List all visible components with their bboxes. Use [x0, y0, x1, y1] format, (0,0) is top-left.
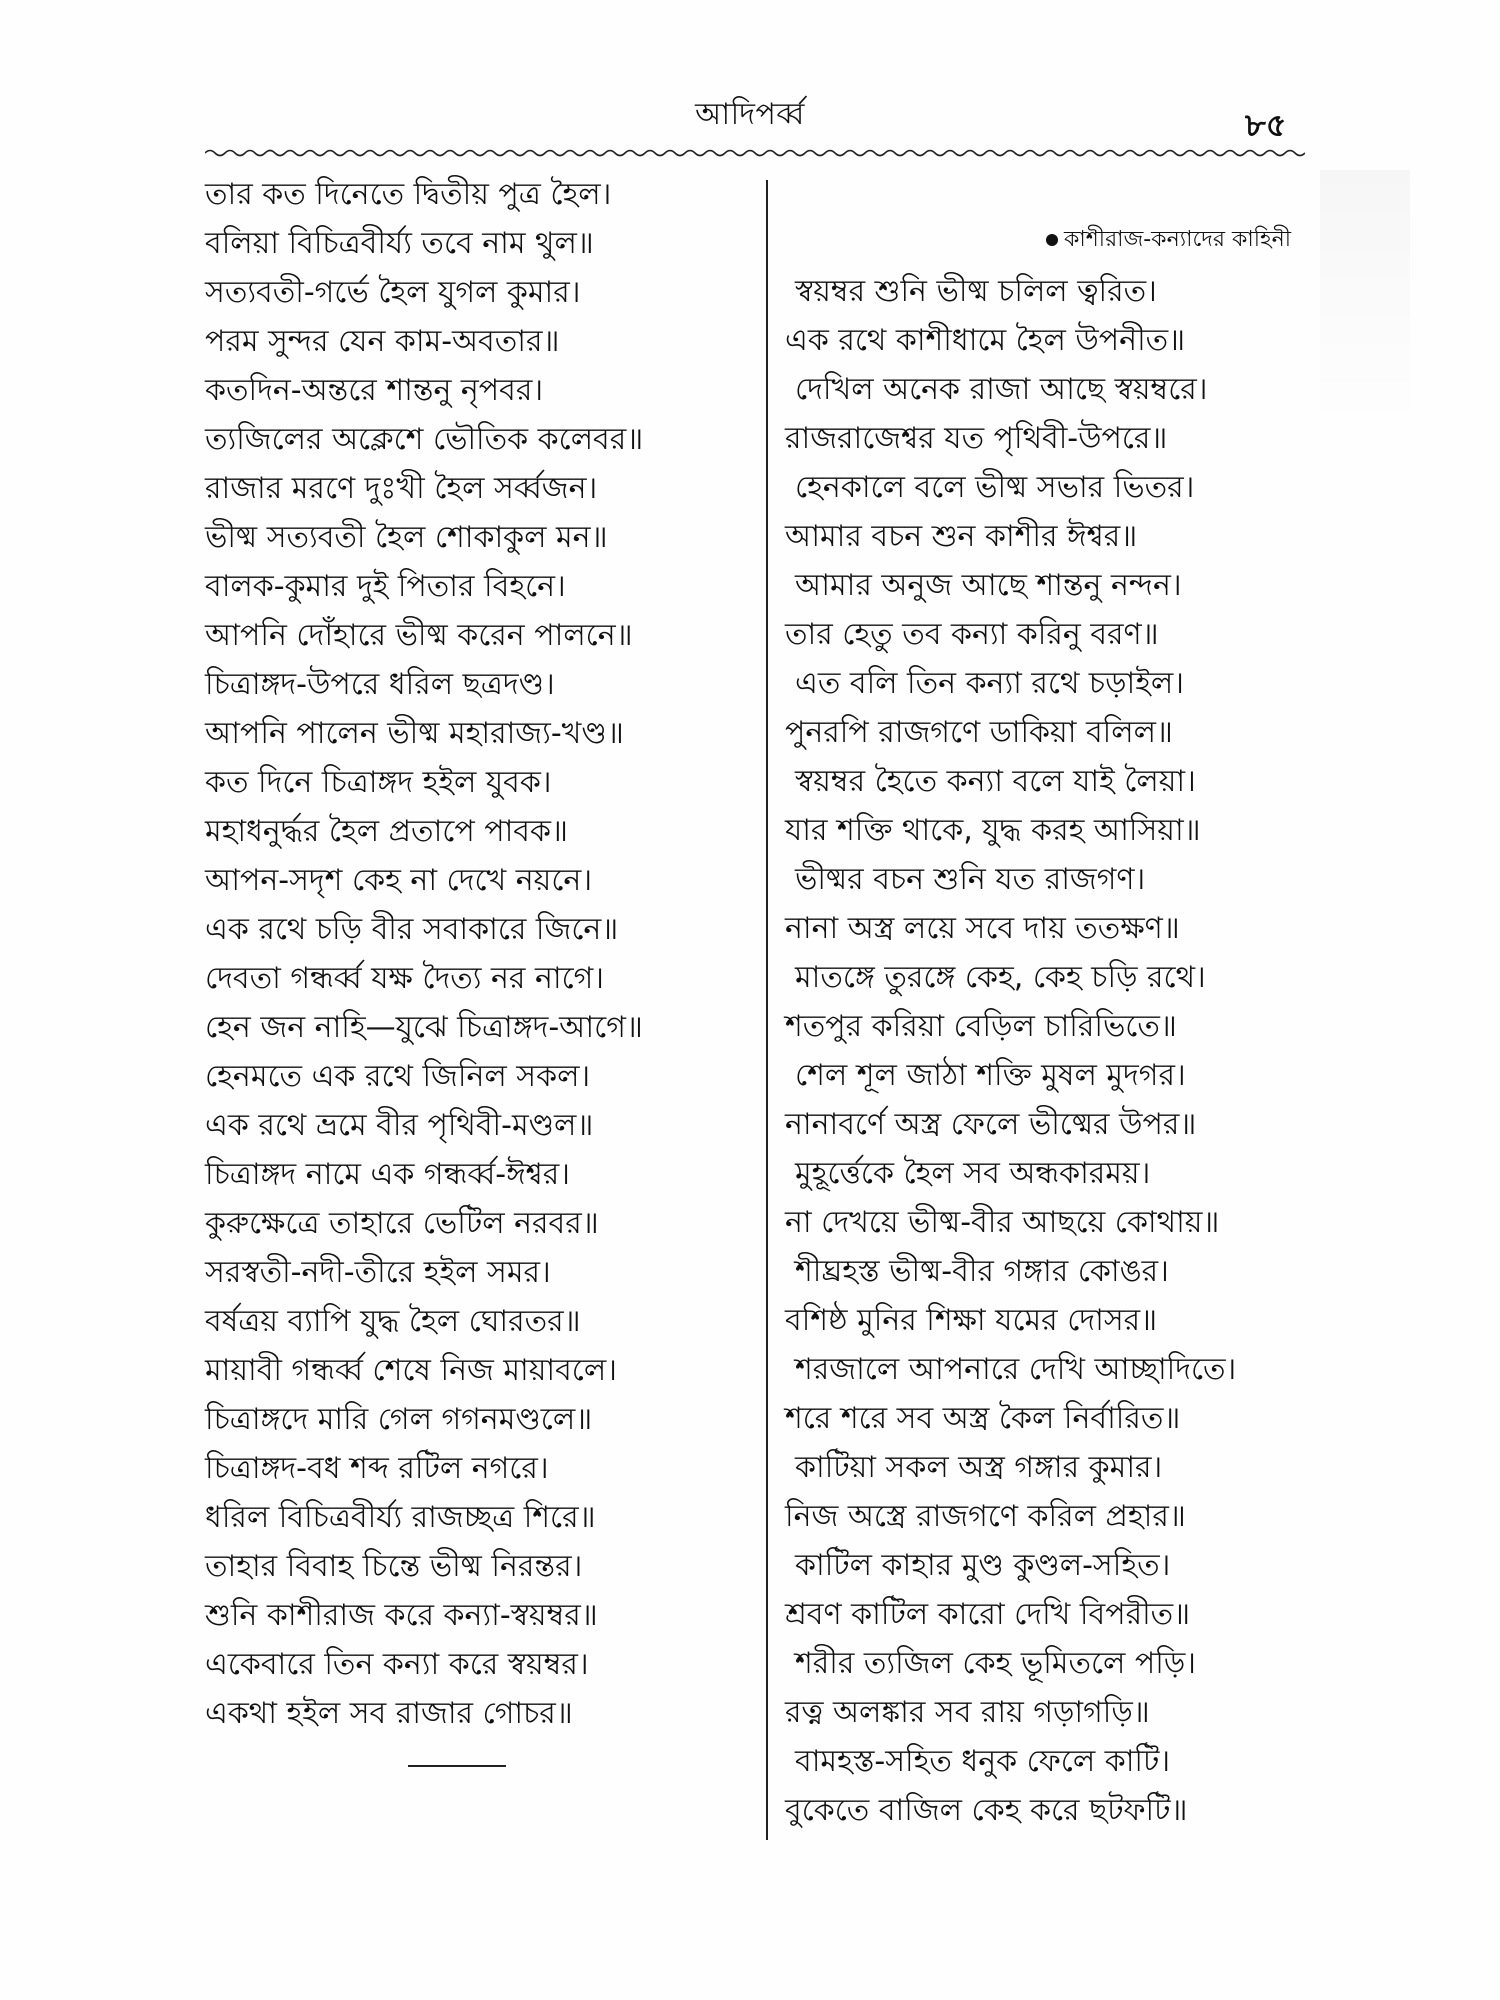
verse-line: বশিষ্ঠ মুনির শিক্ষা যমের দোসর॥	[785, 1303, 1158, 1338]
verse-line: দেখিল অনেক রাজা আছে স্বয়ম্বরে।	[795, 372, 1208, 407]
section-heading-text: কাশীরাজ-কন্যাদের কাহিনী	[1064, 227, 1292, 252]
verse-line: পরম সুন্দর যেন কাম-অবতার॥	[205, 324, 560, 359]
verse-line: আমার অনুজ আছে শান্তনু নন্দন।	[795, 568, 1182, 603]
verse-line: পুনরপি রাজগণে ডাকিয়া বলিল॥	[785, 715, 1173, 750]
verse-line: স্বয়ম্বর শুনি ভীষ্ম চলিল ত্বরিত।	[795, 274, 1157, 309]
verse-line: তার কত দিনেতে দ্বিতীয় পুত্র হৈল।	[205, 177, 612, 212]
page-number: ৮৫	[1245, 106, 1287, 144]
verse-line: স্বয়ম্বর হৈতে কন্যা বলে যাই লৈয়া।	[795, 764, 1196, 799]
verse-line: হেনমতে এক রথে জিনিল সকল।	[205, 1059, 591, 1094]
verse-line: নানা অস্ত্র লয়ে সবে দায় ততক্ষণ॥	[785, 911, 1180, 946]
section-heading	[1046, 222, 1291, 259]
verse-line: কতদিন-অন্তরে শান্তনু নৃপবর।	[205, 373, 544, 408]
verse-line: আপনি পালেন ভীষ্ম মহারাজ্য-খণ্ড॥	[205, 716, 624, 751]
header-wavy-rule	[205, 148, 1305, 158]
bullet-icon	[1046, 234, 1058, 246]
verse-line: হেনকালে বলে ভীষ্ম সভার ভিতর।	[795, 470, 1195, 505]
verse-line: একেবারে তিন কন্যা করে স্বয়ম্বর।	[205, 1647, 589, 1682]
verse-line: শরীর ত্যজিল কেহ ভূমিতলে পড়ি।	[795, 1646, 1196, 1681]
verse-line: ভীষ্মর বচন শুনি যত রাজগণ।	[795, 862, 1146, 897]
verse-line: নিজ অস্ত্রে রাজগণে করিল প্রহার॥	[785, 1499, 1186, 1534]
verse-line: আমার বচন শুন কাশীর ঈশ্বর॥	[785, 519, 1138, 554]
verse-line: শীঘ্রহস্ত ভীষ্ম-বীর গঙ্গার কোঙর।	[795, 1254, 1169, 1289]
verse-line: শতপুর করিয়া বেড়িল চারিভিতে॥	[785, 1009, 1177, 1044]
verse-line: কত দিনে চিত্রাঙ্গদ হইল যুবক।	[205, 765, 552, 800]
verse-line: রাজরাজেশ্বর যত পৃথিবী-উপরে॥	[785, 421, 1168, 456]
verse-line: চিত্রাঙ্গদ-উপরে ধরিল ছত্রদণ্ড।	[205, 667, 555, 702]
verse-line: বুকেতে বাজিল কেহ করে ছটফটি॥	[785, 1793, 1188, 1828]
column-divider	[766, 180, 768, 1840]
verse-line: ভীষ্ম সত্যবতী হৈল শোকাকুল মন॥	[205, 520, 608, 555]
verse-line: সরস্বতী-নদী-তীরে হইল সমর।	[205, 1255, 551, 1290]
verse-line: শেল শূল জাঠা শক্তি মুষল মুদগর।	[795, 1058, 1186, 1093]
verse-line: ধরিল বিচিত্রবীর্য্য রাজচ্ছত্র শিরে॥	[205, 1500, 596, 1535]
verse-line: দেবতা গন্ধর্ব্ব যক্ষ দৈত্য নর নাগে।	[205, 961, 605, 996]
verse-line: নানাবর্ণে অস্ত্র ফেলে ভীষ্মের উপর॥	[785, 1107, 1197, 1142]
verse-line: শ্রবণ কাটিল কারো দেখি বিপরীত॥	[785, 1597, 1191, 1632]
verse-line: চিত্রাঙ্গদ-বধ শব্দ রটিল নগরে।	[205, 1451, 549, 1486]
verse-line: বলিয়া বিচিত্রবীর্য্য তবে নাম থুল॥	[205, 226, 594, 261]
verse-line: চিত্রাঙ্গদ নামে এক গন্ধর্ব্ব-ঈশ্বর।	[205, 1157, 571, 1192]
verse-line: একথা হইল সব রাজার গোচর॥	[205, 1696, 573, 1731]
verse-line: না দেখয়ে ভীষ্ম-বীর আছয়ে কোথায়॥	[785, 1205, 1220, 1240]
running-header-title: আদিপর্ব্ব	[695, 97, 805, 132]
verse-line: তার হেতু তব কন্যা করিনু বরণ॥	[785, 617, 1159, 652]
verse-line: কাটিয়া সকল অস্ত্র গঙ্গার কুমার।	[795, 1450, 1163, 1485]
verse-line: এক রথে কাশীধামে হৈল উপনীত॥	[785, 323, 1186, 358]
verse-line: শুনি কাশীরাজ করে কন্যা-স্বয়ম্বর॥	[205, 1598, 598, 1633]
verse-line: কুরুক্ষেত্রে তাহারে ভেটিল নরবর॥	[205, 1206, 599, 1241]
verse-line: এক রথে ভ্রমে বীর পৃথিবী-মণ্ডল॥	[205, 1108, 594, 1143]
verse-line: যার শক্তি থাকে, যুদ্ধ করহ আসিয়া॥	[785, 813, 1201, 848]
verse-line: হেন জন নাহি—যুঝে চিত্রাঙ্গদ-আগে॥	[205, 1010, 643, 1045]
verse-line: বালক-কুমার দুই পিতার বিহনে।	[205, 569, 566, 604]
verse-line: আপন-সদৃশ কেহ না দেখে নয়নে।	[205, 863, 593, 898]
verse-line: মহাধনুর্দ্ধর হৈল প্রতাপে পাবক॥	[205, 814, 568, 849]
verse-line: বর্ষত্রয় ব্যাপি যুদ্ধ হৈল ঘোরতর॥	[205, 1304, 581, 1339]
verse-line: মুহূর্ত্তেকে হৈল সব অন্ধকারময়।	[795, 1156, 1151, 1191]
verse-line: এক রথে চড়ি বীর সবাকারে জিনে॥	[205, 912, 619, 947]
verse-line: চিত্রাঙ্গদে মারি গেল গগনমণ্ডলে॥	[205, 1402, 593, 1437]
verse-line: মায়াবী গন্ধর্ব্ব শেষে নিজ মায়াবলে।	[205, 1353, 617, 1388]
verse-line: শরে শরে সব অস্ত্র কৈল নির্বারিত॥	[785, 1401, 1181, 1436]
verse-line: ত্যজিলের অক্লেশে ভৌতিক কলেবর॥	[205, 422, 644, 457]
verse-line: আপনি দোঁহারে ভীষ্ম করেন পালনে॥	[205, 618, 633, 653]
left-column-verses	[205, 170, 745, 1738]
verse-line: এত বলি তিন কন্যা রথে চড়াইল।	[795, 666, 1184, 701]
verse-line: বামহস্ত-সহিত ধনুক ফেলে কাটি।	[795, 1744, 1171, 1779]
verse-line: রাজার মরণে দুঃখী হৈল সর্ব্বজন।	[205, 471, 598, 506]
verse-line: শরজালে আপনারে দেখি আচ্ছাদিতে।	[795, 1352, 1237, 1387]
right-column-verses	[785, 267, 1255, 1835]
margin-bleed-through	[1320, 170, 1410, 430]
verse-line: সত্যবতী-গর্ভে হৈল যুগল কুমার।	[205, 275, 581, 310]
verse-line: রত্ন অলঙ্কার সব রায় গড়াগড়ি॥	[785, 1695, 1150, 1730]
verse-line: মাতঙ্গে তুরঙ্গে কেহ, কেহ চড়ি রথে।	[795, 960, 1206, 995]
section-end-rule	[408, 1765, 506, 1767]
verse-line: তাহার বিবাহ চিন্তে ভীষ্ম নিরন্তর।	[205, 1549, 583, 1584]
verse-line: কাটিল কাহার মুণ্ড কুণ্ডল-সহিত।	[795, 1548, 1171, 1583]
